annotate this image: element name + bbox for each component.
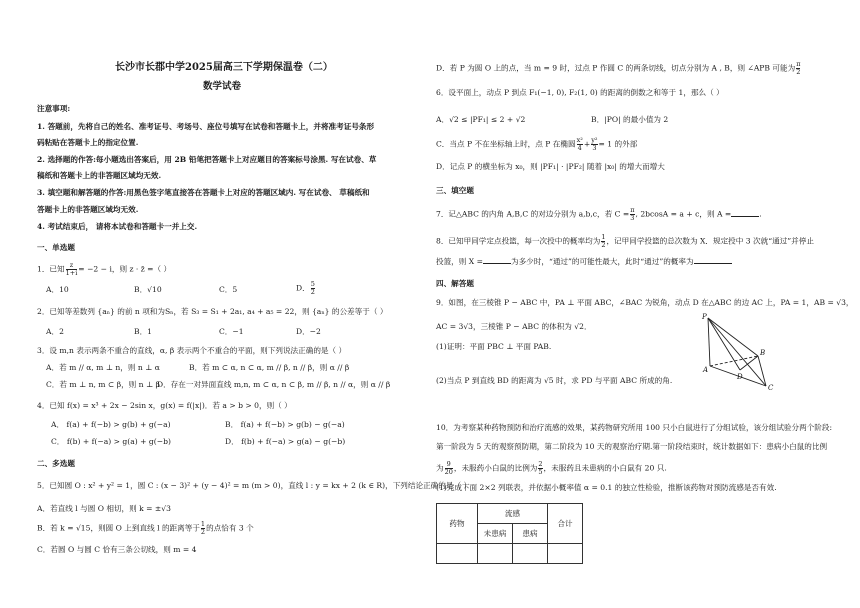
vertex-label-c: C: [768, 384, 774, 390]
answer-blank: [694, 255, 732, 264]
edge-pa: [708, 318, 710, 366]
q2-option-b: B．1: [134, 327, 153, 336]
edge-pd: [708, 318, 740, 370]
table-cell: [478, 544, 513, 564]
note-line: 3. 填空题和解答题的作答:用黑色签字笔直接答在答题卡上对应的答题区域内. 写在试卷、 草稿纸和: [37, 188, 370, 197]
q2-option-a: A．2: [46, 327, 64, 336]
note-line: 答题卡上的非答题区域均无效.: [37, 205, 139, 214]
q2-option-d: D．−2: [296, 327, 321, 336]
q6-option-a: A．√2 ≤ |PF₁| ≤ 2 + √2: [436, 115, 526, 124]
q3-option-c: C．若 m ⊥ n, m ⊂ β，则 n ⊥ β: [46, 380, 160, 389]
question-7: 7．记△ABC 的内角 A,B,C 的对边分别为 a,b,c，若 C = $\frac{\pi}{3}$ , 2bcosA = a + c，则 A = .: [436, 206, 762, 222]
question-10: 10．为考察某种药物预防和治疗流感的效果，某药物研究所用 100 只小白鼠进行了分组试验，该分组试验分两个阶段:: [436, 423, 833, 432]
pyramid-figure: [700, 312, 826, 390]
vertex-label-a: A: [703, 366, 709, 374]
note-line: 4. 考试结束后， 请将本试卷和答题卡一并上交.: [37, 222, 198, 231]
q5-option-d: D．若 P 为圆 O 上的点，当 m = 9 时，过点 P 作圆 C 的两条切线，切点分别为 A , B，则 ∠APB 可能为 $\frac{\pi}{2}$: [436, 60, 801, 76]
q9-part-1: (1)证明：平面 PBC ⊥ 平面 PAB.: [436, 342, 552, 351]
question-9-line-2: AC = 3√3，三棱锥 P − ABC 的体积为 √2．: [436, 322, 592, 331]
contingency-table: [436, 503, 583, 564]
q1-option-b: B．√10: [134, 285, 162, 294]
vertex-label-b: B: [760, 349, 766, 357]
question-1: 1．已知 $\frac{z}{1+i}$ = −2 − i，则 z · z̄ =（ ）: [37, 261, 172, 277]
question-8: 8．已知甲同学定点投篮，每一次投中的概率均为 $\frac{1}{2}$ ，记甲同学投篮的总次数为 X．规定投中 3 次就“通过”并停止: [436, 233, 814, 249]
table-header-flu: 流感: [478, 504, 548, 524]
exam-title: 长沙市长郡中学2025届高三下学期保温卷（二）: [115, 62, 333, 73]
section-multi-choice: 二、多选题: [37, 459, 75, 468]
q9-part-2: (2)当点 P 到直线 BD 的距离为 √5 时，求 PD 与平面 ABC 所成的角.: [436, 376, 673, 385]
q5-option-c: C．若圆 O 与圆 C 恰有三条公切线，则 m = 4: [37, 545, 197, 554]
q6-option-d: D．记点 P 的横坐标为 x₀，则 |PF₁| · |PF₂| 随着 |x₀| 的增大而增大: [436, 162, 665, 171]
question-4: 4．已知 f(x) = x³ + 2x − 2sin x，g(x) = f(|x|)．若 a > b > 0，则（ ）: [37, 401, 292, 410]
section-fill-blank: 三、填空题: [436, 186, 474, 195]
q3-option-d: D．存在一对异面直线 m,n, m ⊂ α, n ⊂ β, m // β, n // α，则 α // β: [157, 380, 391, 389]
table-subheader-sick: 患病: [513, 524, 548, 544]
question-6: 6．设平面上，动点 P 到点 F₁(−1, 0), F₂(1, 0) 的距离的倒数之和等于 1，那么（ ）: [436, 88, 724, 97]
question-10-line-2: 第一阶段为 5 天的观察预防期，第二阶段为 10 天的观察治疗期.第一阶段结束时，统计数据如下：患病小白鼠的比例: [436, 442, 828, 451]
fraction: $\frac{z}{1+i}$: [65, 261, 78, 277]
vertex-label-p: P: [702, 313, 707, 321]
q6-option-c: C．当点 P 不在坐标轴上时，点 P 在椭圆 $\frac{\text{x²}}{4}$ + $\frac{\text{y²}}{3}$ = 1 的外部: [436, 136, 638, 152]
q1-option-d: D． $\frac{5}{2}$: [296, 280, 315, 296]
table-cell: [513, 544, 548, 564]
table-subheader-healthy: 未患病: [478, 524, 513, 544]
edge-pb: [708, 318, 758, 356]
table-cell: [437, 544, 478, 564]
q4-option-d: D． f(b) + f(−a) > g(a) − g(−b): [225, 437, 346, 446]
section-solve: 四、解答题: [436, 279, 474, 288]
table-header-drug: 药物: [437, 504, 478, 544]
q3-option-a: A．若 m // α, m ⊥ n，则 n ⊥ α: [46, 363, 160, 372]
q4-option-b: B． f(a) + f(−b) > g(b) − g(−a): [225, 420, 345, 429]
q1-option-c: C．5: [219, 285, 238, 294]
question-8-line-2: 投篮，则 X = 为多少时，“通过”的可能性最大，此时“通过”的概率为: [436, 255, 732, 267]
q2-option-c: C．−1: [219, 327, 244, 336]
vertex-label-d: D: [737, 373, 743, 381]
q5-option-b: B．若 k = √15，则圆 O 上到直线 l 的距离等于 $\frac{1}{2}$ 的点恰有 3 个: [37, 520, 254, 536]
question-10-line-3: 为 $\frac{9}{20}$ ，未服药小白鼠的比例为 $\frac{2}{5}$ ，未服药且未患病的小白鼠有 20 只.: [436, 460, 667, 476]
q5-option-a: A．若直线 l 与圆 O 相切，则 k = ±√3: [37, 504, 171, 513]
note-line: 2. 选择题的作答:每小题选出答案后，用 2B 铅笔把答题卡上对应题目的答案标号涂黑. 写在试卷、草: [37, 155, 377, 164]
q10-part-1: (1)完成下面 2×2 列联表，并依据小概率值 α = 0.1 的独立性检验，推断该药物对预防流感是否有效.: [436, 483, 777, 492]
question-2: 2．已知等差数列 {aₙ} 的前 n 项和为Sₙ，若 S₃ = S₁ + 2a₁, a₄ + a₅ = 22，则 {aₙ} 的公差等于（ ）: [37, 307, 388, 316]
section-single-choice: 一、单选题: [37, 243, 75, 252]
q4-option-a: A． f(a) + f(−b) > g(b) + g(−a): [51, 420, 171, 429]
exam-subtitle: 数学试卷: [203, 81, 242, 92]
table-header-total: 合计: [548, 504, 583, 544]
q4-option-c: C． f(b) + f(−a) > g(a) + g(−b): [51, 437, 171, 446]
note-line: 1. 答题前，先将自己的姓名、准考证号、考场号、座位号填写在试卷和答题卡上，并将准考证号条形: [37, 122, 375, 131]
q1-option-a: A．10: [46, 285, 69, 294]
q6-option-b: B．|PO| 的最小值为 2: [591, 115, 669, 124]
notes-heading: 注意事项:: [37, 104, 71, 113]
note-line: 稿纸和答题卡上的非答题区域均无效.: [37, 171, 162, 180]
answer-blank: [483, 255, 511, 264]
question-9: 9．如图，在三棱锥 P − ABC 中，PA ⊥ 平面 ABC，∠BAC 为锐角，动点 D 在△ABC 的边 AC 上，PA = 1，AB = √3，: [436, 298, 854, 307]
table-cell: [548, 544, 583, 564]
question-3: 3．设 m,n 表示两条不重合的直线，α, β 表示两个不重合的平面，则下列说法正确的是（ ）: [37, 346, 347, 355]
question-5: 5．已知圆 O : x² + y² = 1，圆 C : (x − 3)² + (y − 4)² = m (m > 0)，直线 l : y = kx + 2 (k ∈ R)，下列结论正确的是（ ）: [37, 481, 472, 490]
answer-blank: [731, 208, 759, 217]
q3-option-b: B．若 m ⊂ α, n ⊂ α, m // β, n // β，则 α // β: [189, 363, 350, 372]
note-line: 码粘贴在答题卡上的指定位置.: [37, 138, 139, 147]
